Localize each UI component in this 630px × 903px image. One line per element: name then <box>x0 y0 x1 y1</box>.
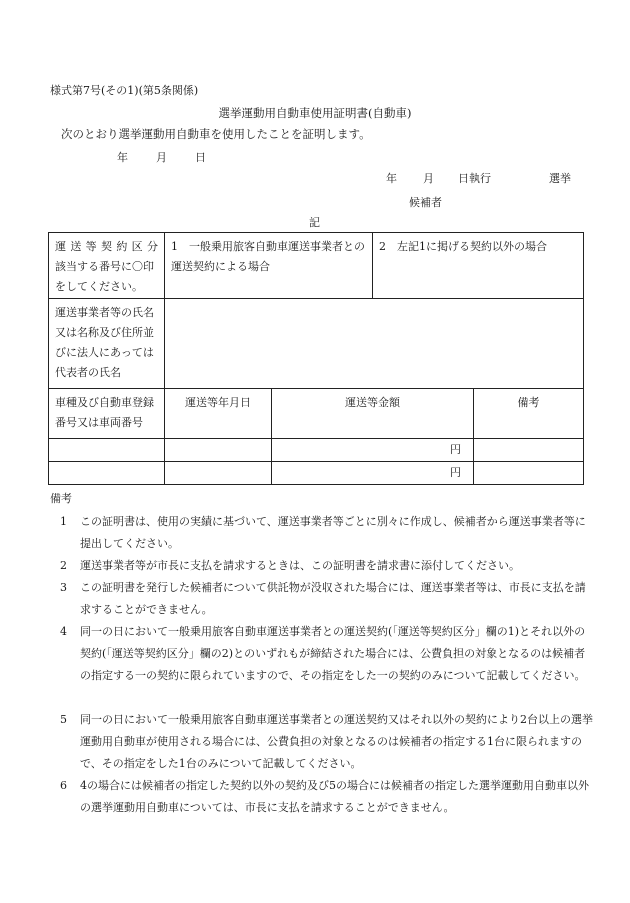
election-day-label: 日執行 <box>458 172 491 185</box>
note-text: 4の場合には候補者の指定した契約以外の契約及び5の場合には候補者の指定した選挙運動用自動車以外の選挙運動用自動車については、市長に支払を請求することができません。 <box>80 779 589 814</box>
operator-label-line: 運送事業者等の氏名 <box>55 306 154 319</box>
election-label: 選挙 <box>549 172 571 185</box>
note-text: 運送事業者等が市長に支払を請求するときは、この証明書を請求書に添付してください。 <box>80 559 520 572</box>
note-item <box>60 511 595 555</box>
table-row <box>49 439 584 462</box>
note-item <box>60 775 595 819</box>
col-amount-header: 運送等金額 <box>272 389 474 439</box>
note-text: 同一の日において一般乗用旅客自動車運送事業者との運送契約(「運送等契約区分」欄の1)とそれ以外の契約(「運送等契約区分」欄の2)とのいずれもが締結された場合には、公費負担の対象となるのは候補者の指定する一の契約に限られていますので、その指定をした一の契約のみについて記載してください。 <box>80 625 586 682</box>
remarks-cell[interactable] <box>474 439 584 462</box>
note-number: 4 <box>60 625 67 638</box>
note-text: この証明書は、使用の実績に基づいて、運送事業者等ごとに別々に作成し、候補者から運送事業者等に提出してください。 <box>80 515 586 550</box>
note-text: 同一の日において一般乗用旅客自動車運送事業者との運送契約又はそれ以外の契約により2台以上の選挙運動用自動車が使用される場合には、公費負担の対象となるのは候補者の指定する1台に限られますので、その指定をした1台のみについて記載してください。 <box>80 713 593 770</box>
amount-cell[interactable] <box>272 439 474 462</box>
certificate-table <box>48 232 584 485</box>
contract-label-cell <box>49 233 165 299</box>
notes-heading: 備考 <box>50 492 72 505</box>
contract-label-line: 該当する番号に〇印 <box>55 260 154 273</box>
date-cell[interactable] <box>165 439 272 462</box>
contract-label-line: 運送等契約区分 <box>55 240 158 253</box>
operator-label-line: びに法人にあっては <box>55 346 154 359</box>
operator-value-cell[interactable] <box>165 299 584 389</box>
note-item <box>60 709 595 775</box>
note-number: 5 <box>60 713 67 726</box>
note-number: 1 <box>60 515 67 528</box>
date-day-label: 日 <box>195 151 206 164</box>
contract-option-2[interactable]: 2 左記1に掲げる契約以外の場合 <box>373 233 584 299</box>
intro-text: 次のとおり選挙運動用自動車を使用したことを証明します。 <box>61 127 371 141</box>
contract-row <box>49 233 584 299</box>
issue-date-row <box>117 149 206 165</box>
vehicle-cell[interactable] <box>49 462 165 485</box>
note-number: 2 <box>60 559 67 572</box>
note-item <box>60 577 595 621</box>
amount-cell[interactable] <box>272 462 474 485</box>
document-title: 選挙運動用自動車使用証明書(自動車) <box>218 106 412 120</box>
yen-label: 円 <box>450 466 461 479</box>
yen-label: 円 <box>450 443 461 456</box>
operator-label-line: 又は名称及び住所並 <box>55 326 154 339</box>
note-number: 6 <box>60 779 67 792</box>
operator-row <box>49 299 584 389</box>
election-year-label: 年 <box>386 172 397 185</box>
election-date-row <box>386 170 571 186</box>
vehicle-header-row <box>49 389 584 439</box>
candidate-label: 候補者 <box>409 196 442 209</box>
col-remarks-header: 備考 <box>474 389 584 439</box>
ki-label: 記 <box>309 216 320 229</box>
note-number: 3 <box>60 581 67 594</box>
vehicle-label-line: 番号又は車両番号 <box>55 416 143 429</box>
vehicle-label-line: 車種及び自動車登録 <box>55 396 154 409</box>
date-cell[interactable] <box>165 462 272 485</box>
operator-label-line: 代表者の氏名 <box>55 366 121 379</box>
table-row <box>49 462 584 485</box>
note-text: この証明書を発行した候補者について供託物が没収された場合には、運送事業者等は、市長に支払を請求することができません。 <box>80 581 586 616</box>
note-item <box>60 621 595 687</box>
date-month-label: 月 <box>156 151 167 164</box>
col-date-header: 運送等年月日 <box>165 389 272 439</box>
form-number: 様式第7号(その1)(第5条関係) <box>50 84 199 97</box>
note-item <box>60 555 595 577</box>
contract-option-1[interactable]: 1 一般乗用旅客自動車運送事業者との運送契約による場合 <box>165 233 373 299</box>
election-month-label: 月 <box>423 172 434 185</box>
date-year-label: 年 <box>117 151 128 164</box>
contract-label-line: をしてください。 <box>55 280 143 293</box>
vehicle-cell[interactable] <box>49 439 165 462</box>
operator-label-cell <box>49 299 165 389</box>
vehicle-label-cell <box>49 389 165 439</box>
remarks-cell[interactable] <box>474 462 584 485</box>
